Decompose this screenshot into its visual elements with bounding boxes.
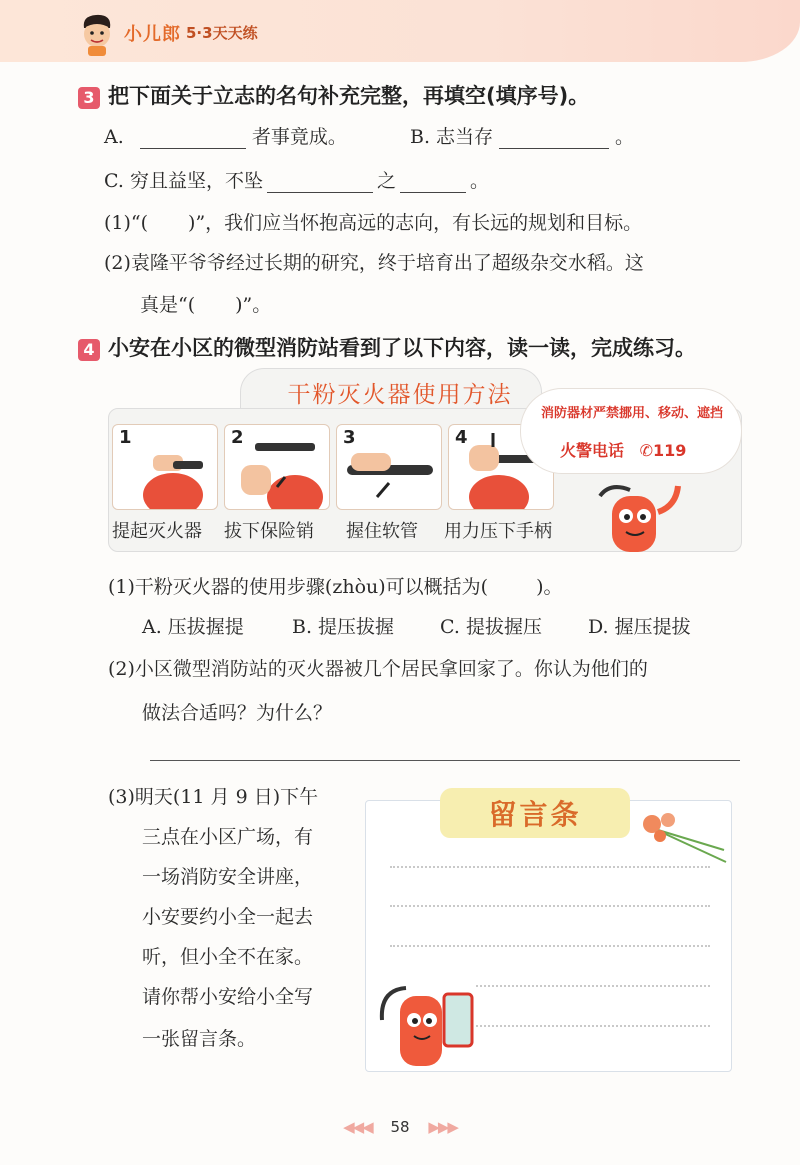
q3-c-blank-1[interactable]: [267, 192, 373, 193]
q3-s2-prefix: 真是“(: [140, 294, 196, 316]
q4-s3-line-1: (3)明天(11 月 9 日)下午: [108, 786, 319, 808]
step-3-number: 3: [343, 427, 356, 448]
fire-phone: [560, 438, 720, 461]
mascot-logo-icon: [78, 12, 116, 56]
q3-c-blank-2[interactable]: [400, 192, 466, 193]
q3-c-text: C. 穷且益坚，不坠: [104, 170, 263, 192]
step-3-image: [336, 424, 442, 510]
series-name: 5·3天天练: [186, 24, 258, 42]
q4-s3-line-3: 一场消防安全讲座，: [142, 866, 314, 888]
step-1-caption: 提起灭火器: [112, 521, 202, 542]
q4-title: [78, 332, 696, 362]
q4-s3-line-5: 听，但小全不在家。: [142, 946, 314, 968]
warning-cloud: [520, 388, 742, 474]
step-1-number: 1: [119, 427, 132, 448]
q3-sentence-2-cont: [140, 290, 271, 317]
page-footer: [0, 1118, 800, 1136]
q4-sentence-2-cont: 做法合适吗？为什么？: [142, 702, 333, 724]
q4-sentence-1: [108, 572, 563, 599]
q4-number: 4: [78, 339, 100, 361]
step-4-number: 4: [455, 427, 468, 448]
step-1-image: [112, 424, 218, 510]
note-title: 留言条: [488, 798, 582, 831]
q4-sentence-2: (2)小区微型消防站的灭火器被几个居民拿回家了。你认为他们的: [108, 658, 648, 680]
header-band: [0, 0, 800, 62]
q4-s1-text: (1)干粉灭火器的使用步骤(zhòu)可以概括为(: [108, 576, 489, 598]
q3-option-c: [104, 166, 489, 193]
brand-name: 小儿郎: [124, 24, 181, 45]
q3-b-end: 。: [615, 126, 635, 148]
q4-answer-line[interactable]: [150, 760, 740, 761]
q3-a-blank[interactable]: [140, 148, 246, 149]
extinguisher-mascot-with-mirror-icon: [372, 980, 482, 1070]
q3-c-end: 。: [469, 170, 489, 192]
q3-sentence-1: [104, 208, 642, 235]
q3-number: 3: [78, 87, 100, 109]
q4-s1-end: )。: [536, 576, 563, 598]
extinguisher-mascot-icon: [580, 476, 690, 552]
page-number: 58: [390, 1118, 410, 1136]
phone-number: 119: [653, 441, 687, 460]
note-line-1[interactable]: [390, 866, 710, 868]
note-line-2[interactable]: [390, 905, 710, 907]
q4-s3-line-4: 小安要约小全一起去: [142, 906, 314, 928]
q3-s1-suffix: )”，我们应当怀抱高远的志向，有长远的规划和目标。: [188, 212, 643, 234]
note-line-4[interactable]: [476, 985, 710, 987]
q3-s2-suffix: )”。: [235, 294, 272, 316]
q3-option-b: [410, 122, 634, 149]
q3-title: [78, 80, 589, 110]
phone-label: 火警电话: [560, 441, 625, 460]
q3-a-label: A.: [104, 126, 124, 148]
step-3-caption: 握住软管: [346, 521, 418, 542]
q3-sentence-2: (2)袁隆平爷爷经过长期的研究，终于培育出了超级杂交水稻。这: [104, 252, 644, 274]
q4-option-b: B. 提压拔握: [292, 616, 395, 638]
q3-b-blank[interactable]: [499, 148, 609, 149]
q4-s3-line-7: 一张留言条。: [142, 1028, 257, 1050]
q4-option-d: D. 握压提拔: [588, 616, 691, 638]
q3-c-mid: 之: [376, 170, 396, 192]
q3-title-text: 把下面关于立志的名句补充完整，再填空(填序号)。: [108, 84, 590, 108]
q4-s3-line-2: 三点在小区广场，有: [142, 826, 314, 848]
flower-icon: [638, 806, 734, 870]
step-2-number: 2: [231, 427, 244, 448]
right-arrows-icon: ▶▶▶: [428, 1118, 457, 1136]
q4-option-c: C. 提拔握压: [440, 616, 542, 638]
q4-s3-line-6: 请你帮小安给小全写: [142, 986, 314, 1008]
step-2-caption: 拔下保险销: [224, 521, 314, 542]
step-4-caption: 用力压下手柄: [444, 521, 552, 542]
panel-title: 干粉灭火器使用方法: [287, 382, 513, 408]
warning-text: 消防器材严禁挪用、移动、遮挡: [540, 406, 723, 421]
note-line-3[interactable]: [390, 945, 710, 947]
q4-title-text: 小安在小区的微型消防站看到了以下内容，读一读，完成练习。: [108, 336, 696, 360]
q3-a-text: 者事竟成。: [251, 126, 347, 148]
q3-option-a: [104, 122, 347, 149]
q3-b-label: B. 志当存: [410, 126, 494, 148]
step-2-image: [224, 424, 330, 510]
left-arrows-icon: ◀◀◀: [343, 1118, 372, 1136]
phone-icon: ✆: [639, 441, 653, 460]
note-line-5[interactable]: [476, 1025, 710, 1027]
q4-option-a: A. 压拔握提: [142, 616, 244, 638]
q3-s1-prefix: (1)“(: [104, 212, 149, 234]
